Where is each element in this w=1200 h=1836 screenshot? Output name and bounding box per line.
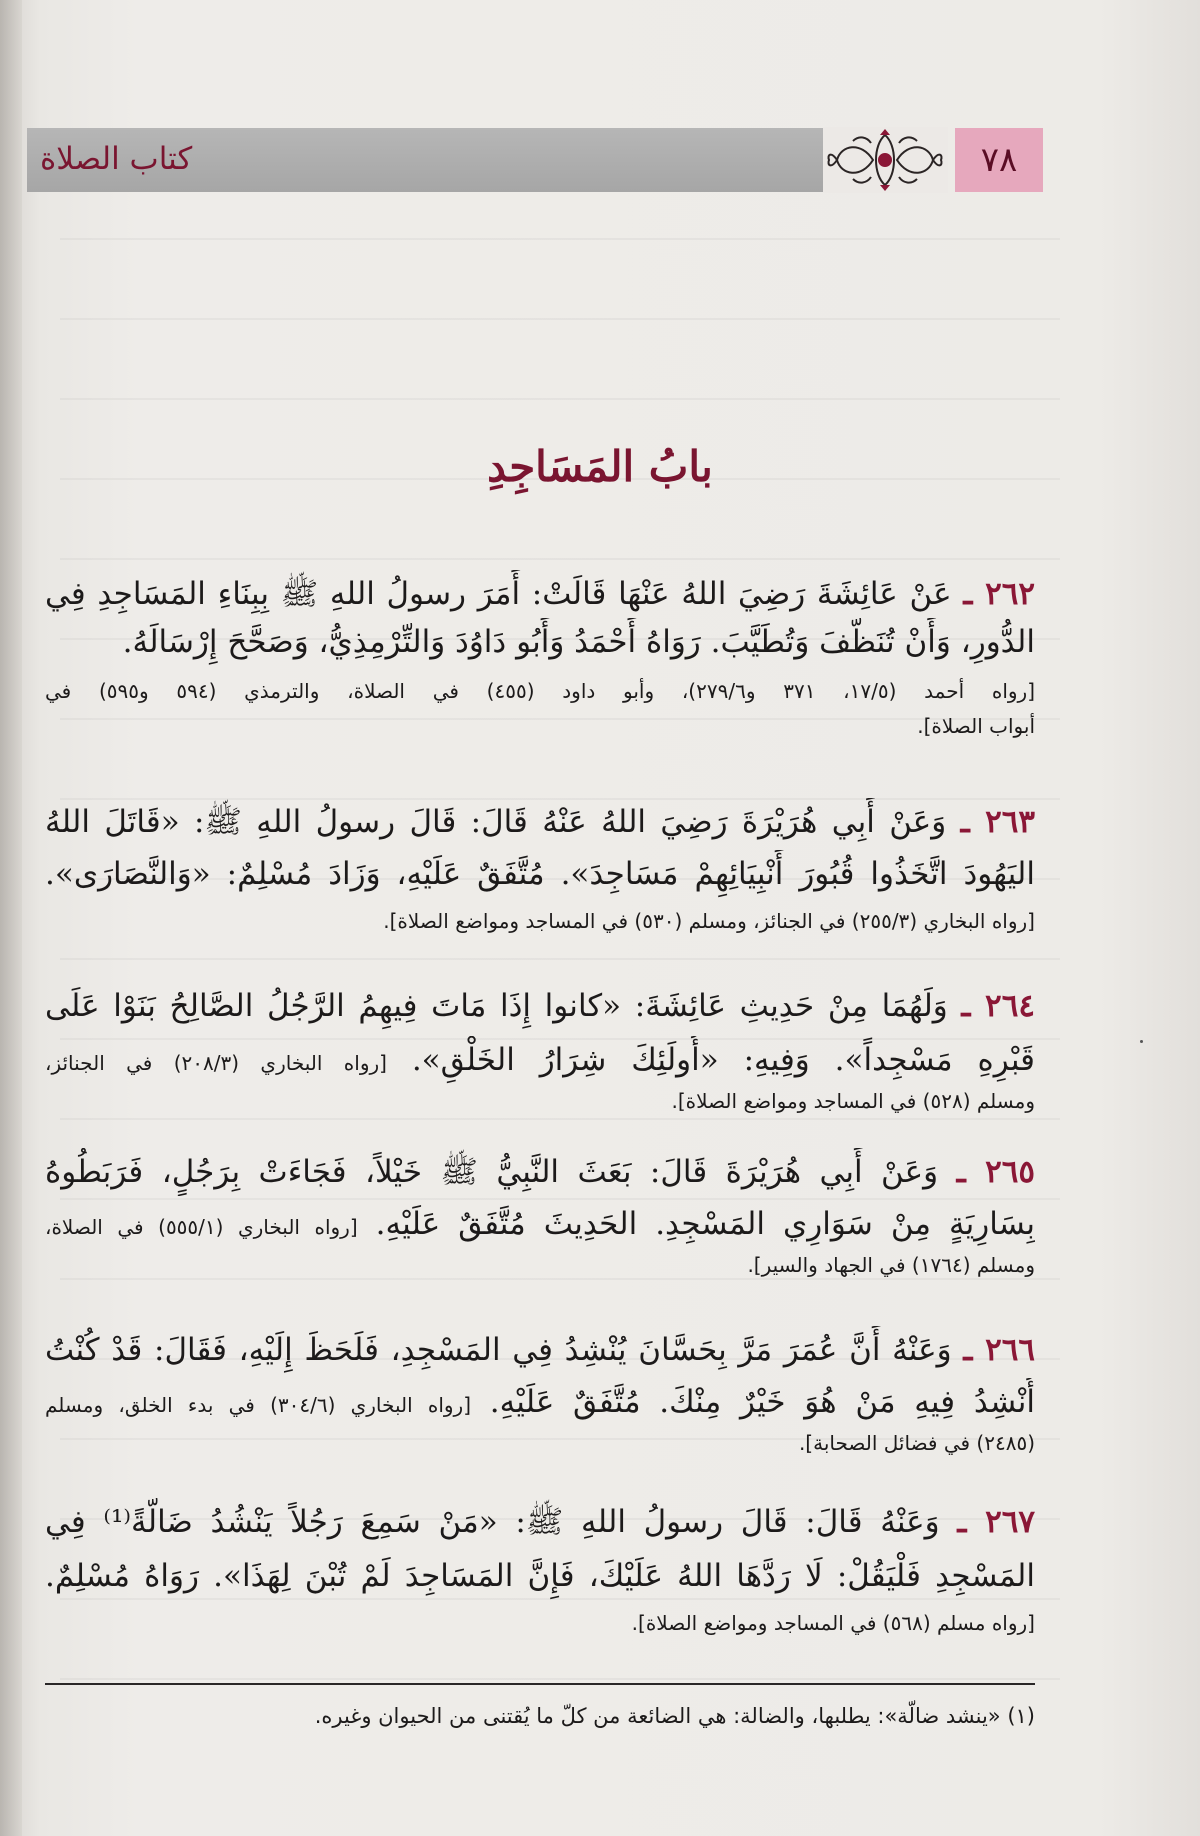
floral-ornament-icon [823, 127, 948, 193]
hadith-266 [45, 1326, 1035, 1461]
running-head-title: كتاب الصلاة [40, 141, 193, 177]
source-citation-line: [رواه مسلم (٥٦٨) في المساجد ومواضع الصلاة]. [631, 1611, 1035, 1635]
hadith-263 [45, 798, 1035, 939]
hadith-264 [45, 982, 1035, 1119]
hadith-number: ٢٦٧ ـ [957, 1504, 1035, 1540]
hadith-text-line: قَبْرِهِ مَسْجِداً». وَفِيهِ: «أُولَئِكَ شِرَارُ الخَلْقِ». [411, 1042, 1035, 1078]
hadith-text-line: المَسْجِدِ فَلْيَقُلْ: لَا رَدَّهَا اللهُ عَلَيْكَ، فَإِنَّ المَسَاجِدَ لَمْ تُبْنَ لِهَذَا». رَوَاهُ مُسْلِمٌ. [45, 1558, 1035, 1594]
source-citation-line: [رواه البخاري (٢٥٥/٣) في الجنائز، ومسلم (٥٣٠) في المساجد ومواضع الصلاة]. [383, 909, 1035, 933]
source-citation-line: ومسلم (٥٢٨) في المساجد ومواضع الصلاة]. [671, 1089, 1035, 1113]
hadith-267 [45, 1498, 1035, 1641]
hadith-text-line: وَلَهُمَا مِنْ حَدِيثِ عَائِشَةَ: «كانوا إِذَا مَاتَ فِيهِمُ الرَّجُلُ الصَّالِحُ بَنَوْا عَلَى [45, 988, 948, 1024]
hadith-text-line: وَعَنْهُ قَالَ: قَالَ رسولُ اللهِ ﷺ: «مَنْ سَمِعَ رَجُلاً يَنْشُدُ ضَالَّةً⁽¹⁾ فِي [45, 1504, 940, 1540]
hadith-text-line: وَعَنْ أَبِي هُرَيْرَةَ رَضِيَ اللهُ عَنْهُ قَالَ: قَالَ رسولُ اللهِ ﷺ: «قَاتَلَ اللهُ [45, 804, 947, 840]
hadith-text-line: وَعَنْ أَبِي هُرَيْرَةَ قَالَ: بَعَثَ النَّبِيُّ ﷺ خَيْلاً، فَجَاءَتْ بِرَجُلٍ، فَرَبَطُوهُ [45, 1154, 939, 1190]
hadith-number: ٢٦٢ ـ [963, 576, 1035, 612]
source-citation-line: ومسلم (١٧٦٤) في الجهاد والسير]. [747, 1253, 1035, 1277]
ink-speck [1140, 1040, 1143, 1043]
hadith-text-line: بِسَارِيَةٍ مِنْ سَوَارِي المَسْجِدِ. الحَدِيثَ مُتَّفَقٌ عَلَيْهِ. [375, 1206, 1035, 1242]
hadith-text-line: اليَهُودَ اتَّخَذُوا قُبُورَ أَنْبِيَائِهِمْ مَسَاجِدَ». مُتَّفَقٌ عَلَيْهِ، وَزَادَ مُسْلِمٌ: «وَالنَّصَارَى». [45, 856, 1035, 892]
hadith-text-line: وَعَنْهُ أَنَّ عُمَرَ مَرَّ بِحَسَّانَ يُنْشِدُ فِي المَسْجِدِ، فَلَحَظَ إِلَيْهِ، فَقَالَ: قَدْ كُنْتُ [45, 1332, 952, 1368]
hadith-text-line: أُنْشِدُ فِيهِ مَنْ هُوَ خَيْرٌ مِنْكَ. مُتَّفَقٌ عَلَيْهِ. [489, 1384, 1035, 1420]
hadith-text-line: عَنْ عَائِشَةَ رَضِيَ اللهُ عَنْهَا قَالَتْ: أَمَرَ رسولُ اللهِ ﷺ بِبِنَاءِ المَسَاجِدِ فِي [45, 576, 952, 612]
hadith-262 [45, 570, 1035, 744]
source-citation-line: (٢٤٨٥) في فضائل الصحابة]. [798, 1431, 1035, 1455]
source-citation-inline: [رواه البخاري (٢٠٨/٣) في الجنائز، [45, 1051, 387, 1075]
hadith-number: ٢٦٦ ـ [963, 1332, 1035, 1368]
page-number: ٧٨ [980, 140, 1018, 180]
source-citation-line: أبواب الصلاة]. [917, 714, 1035, 738]
source-citation-line: [رواه أحمد (١٧/٥، ٣٧١ و٢٧٩/٦)، وأبو داود (٤٥٥) في الصلاة، والترمذي (٥٩٤ و٥٩٥) في [45, 679, 1035, 703]
source-citation-inline: [رواه البخاري (٥٥٥/١) في الصلاة، [45, 1215, 358, 1239]
hadith-text-line: الدُّورِ، وَأَنْ تُنَظَّفَ وَتُطَيَّبَ. رَوَاهُ أَحْمَدُ وَأَبُو دَاوُدَ وَالتِّرْمِذِيُّ، وَصَحَّحَ إِرْسَالَهُ. [122, 624, 1035, 660]
hadith-number: ٢٦٣ ـ [960, 804, 1035, 840]
footnote: (١) «ينشد ضالّة»: يطلبها، والضالة: هي الضائعة من كلّ ما يُقتنى من الحيوان وغيره. [314, 1704, 1035, 1728]
source-citation-inline: [رواه البخاري (٣٠٤/٦) في بدء الخلق، ومسلم [45, 1393, 472, 1417]
book-spine-shadow [0, 0, 22, 1836]
hadith-number: ٢٦٥ ـ [956, 1154, 1035, 1190]
chapter-title: بابُ المَسَاجِدِ [487, 442, 713, 491]
hadith-265 [45, 1148, 1035, 1283]
footnote-rule [45, 1683, 1035, 1685]
hadith-number: ٢٦٤ ـ [961, 988, 1035, 1024]
show-through-text [60, 200, 1060, 1700]
